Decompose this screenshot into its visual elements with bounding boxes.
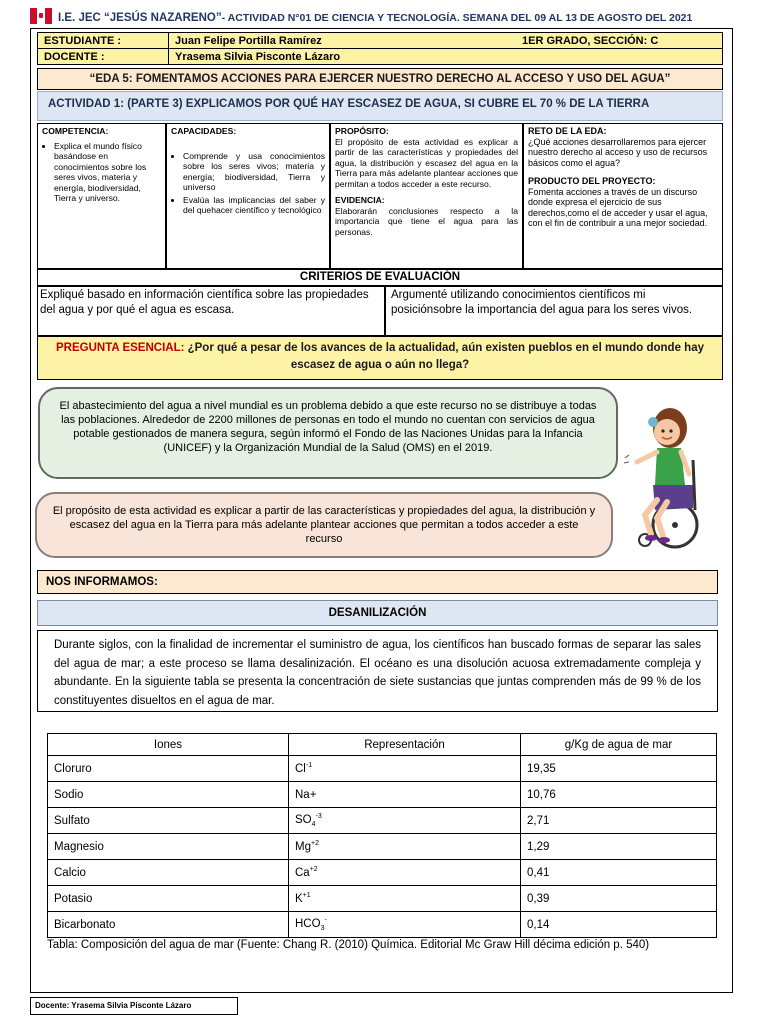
student-label: ESTUDIANTE :: [38, 33, 169, 49]
ion-representation: [289, 860, 521, 886]
ion-representation: [289, 808, 521, 834]
criterio-left: Expliqué basado en información científica sobre las propiedades del agua y por qué el agua es escasa.: [37, 286, 385, 336]
formula-charge: +2: [310, 840, 319, 848]
ion-representation: [289, 756, 521, 782]
student-info-table: [37, 32, 723, 65]
info-bubble-proposito: El propósito de esta actividad es explicar a partir de las características y propiedades del agua, la distribución y escasez del agua en la Tierra para más adelante plantear acciones que permitan a todos acceder a este recurso: [35, 492, 613, 558]
ion-name: Bicarbonato: [48, 912, 289, 938]
evidencia-text: Elaborarán conclusiones respecto a la importancia que tiene el agua para las personas.: [335, 205, 518, 237]
activity-line: - ACTIVIDAD N°01 DE CIENCIA Y TECNOLOGÍA. SEMANA DEL 09 AL 13 DE AGOSTO DEL 2021: [221, 12, 693, 24]
ions-table: [47, 733, 717, 938]
ion-representation: [289, 886, 521, 912]
intro-paragraph: Durante siglos, con la finalidad de incrementar el suministro de agua, los científicos han buscado formas de separar las sales del agua de mar; a este proceso se llama desalinización. El océano es una disolución acuosa extremadamente compleja y abundante. En la siguiente tabla se presenta la concentración de siete sustancias que juntas comprenden más de 99 % de los constituyentes disueltos en el agua de mar.: [37, 630, 718, 712]
ion-concentration: 19,35: [521, 756, 717, 782]
reto-cell: [523, 123, 723, 269]
criterios-title: CRITERIOS DE EVALUACIÓN: [37, 269, 723, 286]
table-row: [48, 756, 717, 782]
formula-charge: -: [324, 916, 327, 924]
table-row: [48, 782, 717, 808]
school-name: I.E. JEC “JESÚS NAZARENO”: [58, 12, 222, 24]
ion-concentration: 1,29: [521, 834, 717, 860]
proposito-title: PROPÓSITO:: [335, 126, 389, 136]
pregunta-esencial: [37, 336, 723, 380]
table-row: [48, 912, 717, 938]
ion-name: Sodio: [48, 782, 289, 808]
formula-subscript: 4: [311, 821, 316, 829]
eda-title: “EDA 5: FOMENTAMOS ACCIONES PARA EJERCER NUESTRO DERECHO AL ACCESO Y USO DEL AGUA”: [37, 68, 723, 90]
formula-base: Cl: [295, 762, 306, 775]
ion-concentration: 10,76: [521, 782, 717, 808]
ion-concentration: 2,71: [521, 808, 717, 834]
formula-charge: +1: [302, 892, 311, 900]
producto-title: PRODUCTO DEL PROYECTO:: [528, 176, 656, 186]
ion-name: Calcio: [48, 860, 289, 886]
pregunta-text: ¿Por qué a pesar de los avances de la actualidad, aún existen pueblos en el mundo donde hay escasez de agua o aún no llega?: [184, 342, 704, 371]
peru-flag-logo: [30, 8, 52, 24]
teacher-name: Yrasema Silvia Pisconte Lázaro: [169, 49, 723, 65]
formula-base: SO: [295, 813, 312, 826]
formula-subscript: 3: [320, 925, 325, 933]
ion-name: Sulfato: [48, 808, 289, 834]
footer-docente: Docente: Yrasema Silvia Pisconte Lázaro: [30, 997, 238, 1015]
table-row: [48, 808, 717, 834]
grade-section: 1ER GRADO, SECCIÓN: C: [516, 33, 723, 49]
table-caption: Tabla: Composición del agua de mar (Fuente: Chang R. (2010) Química. Editorial Mc Graw Hill décima edición p. 540): [47, 939, 650, 951]
ion-name: Potasio: [48, 886, 289, 912]
table-row: [48, 886, 717, 912]
criterio-right: Argumenté utilizando conocimientos científicos mi posiciónsobre la importancia del agua para los seres vivos.: [385, 286, 723, 336]
formula-charge: -3: [315, 812, 322, 820]
header-iones: Iones: [48, 734, 289, 756]
formula-base: HCO: [295, 917, 321, 930]
competencia-title: COMPETENCIA:: [42, 126, 109, 136]
producto-text: Fomenta acciones a través de un discurso donde expresa el ejercicio de sus derechos,como el de acceder y usar el agua, con el fin de contribuir a una mejor sociedad.: [528, 186, 708, 228]
document-header: [58, 8, 730, 28]
activity-title: ACTIVIDAD 1: (PARTE 3) EXPLICAMOS POR QUÉ HAY ESCASEZ DE AGUA, SI CUBRE EL 70 % DE LA TIERRA: [37, 91, 723, 121]
formula-charge: -1: [305, 762, 313, 770]
teacher-label: DOCENTE :: [38, 49, 169, 65]
capacidad-item-2: • Evalúa las implicancias del saber y del quehacer científico y tecnológico: [183, 195, 325, 216]
info-bubble-unicef: El abastecimiento del agua a nivel mundial es un problema debido a que este recurso no se distribuye a todas las poblaciones. Alrededor de 2200 millones de personas en todo el mundo no cuentan con servicios de agua potable gestionados de manera segura, según informó el Fondo de las Naciones Unidas para la Infancia (UNICEF) y la Organización Mundial de la Salud (OMS) en el 2019.: [38, 387, 618, 479]
competencia-item: • Explica el mundo físico basándose en conocimientos sobre los seres vivos, materia y energía, biodiversidad, Tierra y universo.: [54, 141, 161, 204]
ion-concentration: 0,41: [521, 860, 717, 886]
ion-name: Magnesio: [48, 834, 289, 860]
ion-concentration: 0,39: [521, 886, 717, 912]
ion-name: Cloruro: [48, 756, 289, 782]
competencia-cell: [37, 123, 166, 269]
ions-table-header: [48, 734, 717, 756]
section-title: DESANILIZACIÓN: [37, 600, 718, 626]
reto-text: ¿Qué acciones desarrollaremos para ejercer nuestro derecho al acceso y uso de recursos básicos como el agua?: [528, 136, 708, 168]
reto-title: RETO DE LA EDA:: [528, 126, 607, 136]
table-row: [48, 860, 717, 886]
capacidades-title: CAPACIDADES:: [171, 126, 237, 136]
evidencia-title: EVIDENCIA:: [335, 195, 385, 205]
table-row: [48, 834, 717, 860]
formula-base: Na+: [295, 788, 317, 801]
capacidades-cell: [166, 123, 330, 269]
ion-concentration: 0,14: [521, 912, 717, 938]
formula-base: Ca: [295, 866, 310, 879]
ion-representation: [289, 834, 521, 860]
formula-charge: +2: [309, 866, 318, 874]
nos-informamos-heading: NOS INFORMAMOS:: [37, 570, 718, 594]
header-concentracion: g/Kg de agua de mar: [521, 734, 717, 756]
formula-base: Mg: [295, 840, 311, 853]
ion-representation: [289, 912, 521, 938]
header-representacion: Representación: [289, 734, 521, 756]
pregunta-label: PREGUNTA ESENCIAL:: [56, 342, 185, 354]
proposito-text: El propósito de esta actividad es explicar a partir de las características y propiedades del agua, la distribución y escasez del agua en la Tierra para más adelante plantear acciones que permitan a todos acceder a este recurso.: [335, 136, 518, 189]
formula-base: K: [295, 892, 303, 905]
capacidad-item-1: • Comprende y usa conocimientos sobre los seres vivos; materia y energía; biodiversidad, Tierra y universo: [183, 151, 325, 193]
girl-wheelchair-illustration: [615, 400, 715, 550]
ion-representation: [289, 782, 521, 808]
student-name: Juan Felipe Portilla Ramírez: [169, 33, 517, 49]
proposito-cell: [330, 123, 523, 269]
